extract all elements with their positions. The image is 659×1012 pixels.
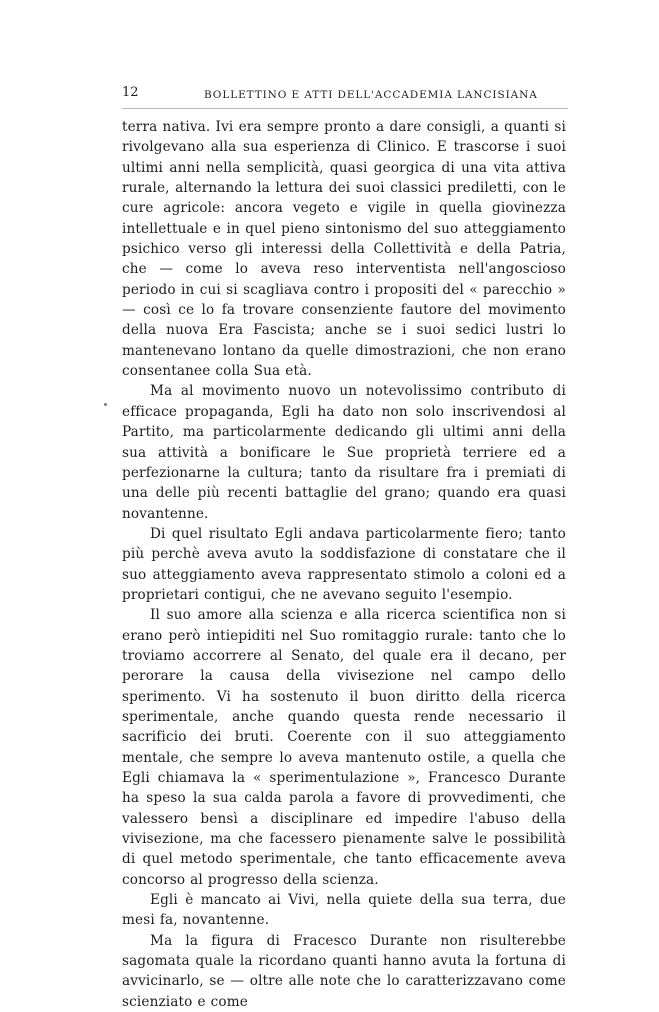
- page-number: 12: [122, 85, 139, 100]
- paragraph-continuation: terra nativa. Ivi era sempre pronto a dare consigli, a quanti si rivolgevano alla sua esperienza di Clinico. E trascorse i suoi ultimi anni nella semplicità, quasi georgica di una vita attiva rurale, alternando la lettura dei suoi classici prediletti, con le cure agricole: ancora vegeto e vigile in quella giovinezza intellettuale e in quel pieno sintonismo del suo atteggiamento psichico verso gli interessi della Collettività e della Patria, che — come lo aveva reso interventista nell'angoscioso periodo in cui si scagliava contro i propositi del « parecchio » — così ce lo fa trovare consenziente fautore del movimento della nuova Era Fascista; anche se i suoi sedici lustri lo mantenevano lontano da quelle dimostrazioni, che non erano consentanee colla Sua età.: [122, 119, 566, 380]
- paragraph: Ma la figura di Fracesco Durante non risulterebbe sagomata quale la ricordano quanti hanno avuta la fortuna di avvicinarlo, se — oltre alle note che lo caratterizzavano come scienziato e come: [122, 932, 566, 1010]
- page-header: [122, 84, 568, 109]
- paragraph: Il suo amore alla scienza e alla ricerca scientifica non si erano però intiepiditi nel Suo romitaggio rurale: tanto che lo troviamo accorrere al Senato, del quale era il decano, per perorare la causa della vivisezione nel campo dello sperimento. Vi ha sostenuto il buon diritto della ricerca sperimentale, anche quando questa rende necessario il sacrificio dei bruti. Coerente con il suo atteggiamento mentale, che sempre lo aveva mantenuto ostile, a quella che Egli chiamava la « sperimentulazione », Francesco Durante ha speso la sua calda parola a favore di provvedimenti, che valessero bensì a disciplinare ed impedire l'abuso della vivisezione, ma che facessero pienamente salve le possibilità di quel metodo sperimentale, che tanto efficacemente aveva concorso al progresso della scienza.: [122, 607, 566, 888]
- paragraph: Egli è mancato ai Vivi, nella quiete della sua terra, due mesi fa, novantenne.: [122, 892, 566, 929]
- paragraph: Ma al movimento nuovo un notevolissimo contributo di efficace propaganda, Egli ha dato non solo inscrivendosi al Partito, ma particolarmente dedicando gli ultimi anni della sua attività a bonificare le Sue proprietà terriere ed a perfezionarne la cultura; tanto da risultare fra i premiati di una delle più recenti battaglie del grano; quando era quasi novantenne.: [122, 383, 566, 522]
- margin-mark: [104, 403, 107, 406]
- running-head: BOLLETTINO E ATTI DELL'ACCADEMIA LANCISIANA: [204, 89, 538, 101]
- body-text: [122, 117, 566, 1012]
- paragraph: Di quel risultato Egli andava particolarmente fiero; tanto più perchè aveva avuto la soddisfazione di constatare che il suo atteggiamento aveva rappresentato stimolo a coloni ed a proprietari contigui, che ne avevano seguito l'esempio.: [122, 525, 566, 603]
